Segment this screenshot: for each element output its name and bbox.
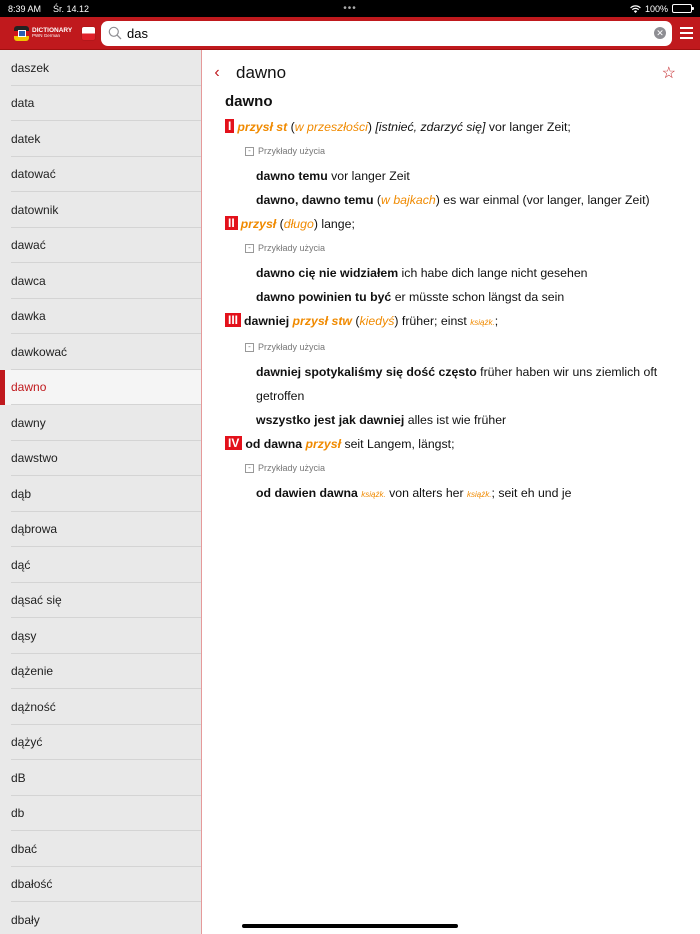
examples-toggle[interactable]: [245, 341, 678, 353]
qualifier: kiedyś: [359, 314, 395, 328]
example-german: ich habe dich lange nicht gesehen: [398, 266, 588, 280]
example-german: er müsste schon längst da sein: [391, 290, 565, 304]
back-chevron-icon[interactable]: ‹: [214, 64, 220, 81]
search-icon: [108, 26, 122, 40]
punctuation: ;: [494, 314, 499, 328]
list-item[interactable]: dawać: [0, 228, 201, 264]
qualifier: w przeszłości: [294, 120, 368, 134]
translation: seit Langem, längst;: [341, 437, 455, 451]
entry-panel: [202, 50, 700, 934]
collapse-icon: -: [245, 343, 254, 352]
list-item[interactable]: data: [0, 86, 201, 122]
example: [225, 408, 678, 432]
list-item[interactable]: dB: [0, 760, 201, 796]
examples-label: Przykłady użycia: [258, 463, 326, 473]
example-german: vor langer Zeit: [327, 169, 410, 183]
status-time: 8:39 AM: [8, 3, 42, 14]
example-german: es war einmal (vor langer, langer Zeit): [439, 193, 650, 207]
search-input[interactable]: [127, 26, 654, 41]
list-item[interactable]: dążyć: [0, 725, 201, 761]
paren: ): [313, 217, 318, 231]
list-item[interactable]: dbały: [0, 902, 201, 934]
qualifier: w bajkach: [381, 193, 436, 207]
menu-button[interactable]: [672, 17, 700, 50]
sense-3: [225, 309, 678, 335]
favorite-star-icon[interactable]: ☆: [661, 65, 676, 82]
example-polish: dawno, dawno temu: [256, 193, 374, 207]
examples-label: Przykłady użycia: [258, 243, 326, 253]
sense-lemma: od dawna: [245, 437, 303, 451]
list-item[interactable]: dążenie: [0, 654, 201, 690]
collapse-icon: -: [245, 244, 254, 253]
grammar-label: przysł: [240, 217, 277, 231]
list-item[interactable]: dąsy: [0, 618, 201, 654]
app-toolbar: [0, 17, 700, 50]
battery-icon: [672, 4, 692, 13]
example-german: alles ist wie früher: [404, 413, 507, 427]
sense-lemma: dawniej: [244, 314, 290, 328]
hamburger-icon: [680, 27, 693, 30]
grammar-label: przysł stw: [292, 314, 353, 328]
list-item[interactable]: dąsać się: [0, 583, 201, 619]
example: [225, 360, 678, 408]
entry-header: [202, 50, 700, 96]
example-polish: dawno cię nie widziałem: [256, 266, 399, 280]
translation: lange;: [317, 217, 355, 231]
dictionary-logo-icon: [14, 26, 29, 41]
paren: (: [287, 120, 295, 134]
word-list[interactable]: [0, 50, 202, 934]
paren: (: [276, 217, 284, 231]
list-item[interactable]: daszek: [0, 50, 201, 86]
collapse-icon: -: [245, 464, 254, 473]
example-polish: dawniej spotykaliśmy się dość często: [256, 365, 477, 379]
example: [225, 285, 678, 309]
battery-percent: 100%: [644, 3, 668, 14]
example: [225, 261, 678, 285]
list-item[interactable]: dbałość: [0, 867, 201, 903]
translation: vor langer Zeit;: [485, 120, 571, 134]
sense-number: II: [225, 216, 238, 230]
examples-label: Przykłady użycia: [258, 342, 326, 352]
paren: ): [394, 314, 399, 328]
multitasking-dots-icon[interactable]: •••: [343, 3, 357, 14]
search-bar[interactable]: [101, 21, 672, 46]
sense-number: III: [225, 313, 241, 327]
example: [225, 164, 678, 188]
list-item[interactable]: dawka: [0, 299, 201, 335]
translation: früher; einst: [398, 314, 471, 328]
list-item[interactable]: datownik: [0, 192, 201, 228]
example-polish: od dawien dawna: [256, 486, 358, 500]
example-polish: dawno powinien tu być: [256, 290, 392, 304]
examples-toggle[interactable]: [245, 242, 678, 254]
entry-title: dawno: [236, 63, 287, 82]
clear-search-icon[interactable]: ✕: [654, 27, 666, 39]
list-item-selected[interactable]: dawno: [0, 370, 201, 406]
list-item[interactable]: dbać: [0, 831, 201, 867]
dictionary-entry: [202, 93, 700, 507]
headword: dawno: [225, 93, 273, 110]
sense-number: IV: [225, 436, 242, 450]
style-label: książk.: [470, 318, 495, 327]
example: [225, 188, 678, 212]
examples-toggle[interactable]: [245, 145, 678, 157]
sense-number: I: [225, 119, 234, 133]
paren: ): [435, 193, 440, 207]
usage-note: [istnieć, zdarzyć się]: [375, 120, 486, 134]
list-item[interactable]: db: [0, 796, 201, 832]
status-date: Śr. 14.12: [53, 3, 90, 14]
app-logo: [14, 26, 80, 41]
example: [225, 481, 678, 507]
example-german: ; seit eh und je: [491, 486, 572, 500]
sense-2: [225, 212, 678, 236]
list-item[interactable]: dawkować: [0, 334, 201, 370]
list-item[interactable]: dąć: [0, 547, 201, 583]
paren: (: [352, 314, 360, 328]
sense-4: [225, 432, 678, 456]
example-polish: dawno temu: [256, 169, 328, 183]
list-item[interactable]: dawny: [0, 405, 201, 441]
logo-subtitle: PWN German: [32, 33, 61, 38]
grammar-label: przysł: [305, 437, 342, 451]
list-item[interactable]: datować: [0, 157, 201, 193]
paren: (: [373, 193, 382, 207]
example-polish: wszystko jest jak dawniej: [256, 413, 405, 427]
collapse-icon: -: [245, 147, 254, 156]
list-item[interactable]: dążność: [0, 689, 201, 725]
polish-flag-icon[interactable]: [82, 27, 95, 40]
sense-1: [225, 115, 678, 139]
qualifier: długo: [283, 217, 314, 231]
examples-toggle[interactable]: [245, 462, 678, 474]
style-label: książk.: [467, 490, 492, 499]
status-bar: [0, 0, 700, 17]
example-german: von alters her: [385, 486, 468, 500]
list-item[interactable]: datek: [0, 121, 201, 157]
style-label: książk.: [361, 490, 386, 499]
examples-label: Przykłady użycia: [258, 146, 326, 156]
grammar-label: przysł st: [237, 120, 288, 134]
list-item[interactable]: dawca: [0, 263, 201, 299]
list-item[interactable]: dąb: [0, 476, 201, 512]
home-indicator[interactable]: [242, 924, 458, 928]
list-item[interactable]: dawstwo: [0, 441, 201, 477]
paren: ): [367, 120, 376, 134]
wifi-icon: [630, 5, 641, 13]
logo-title: DICTIONARY: [32, 26, 73, 34]
list-item[interactable]: dąbrowa: [0, 512, 201, 548]
example-german: früher haben wir uns ziemlich oft getroffen: [256, 365, 658, 403]
